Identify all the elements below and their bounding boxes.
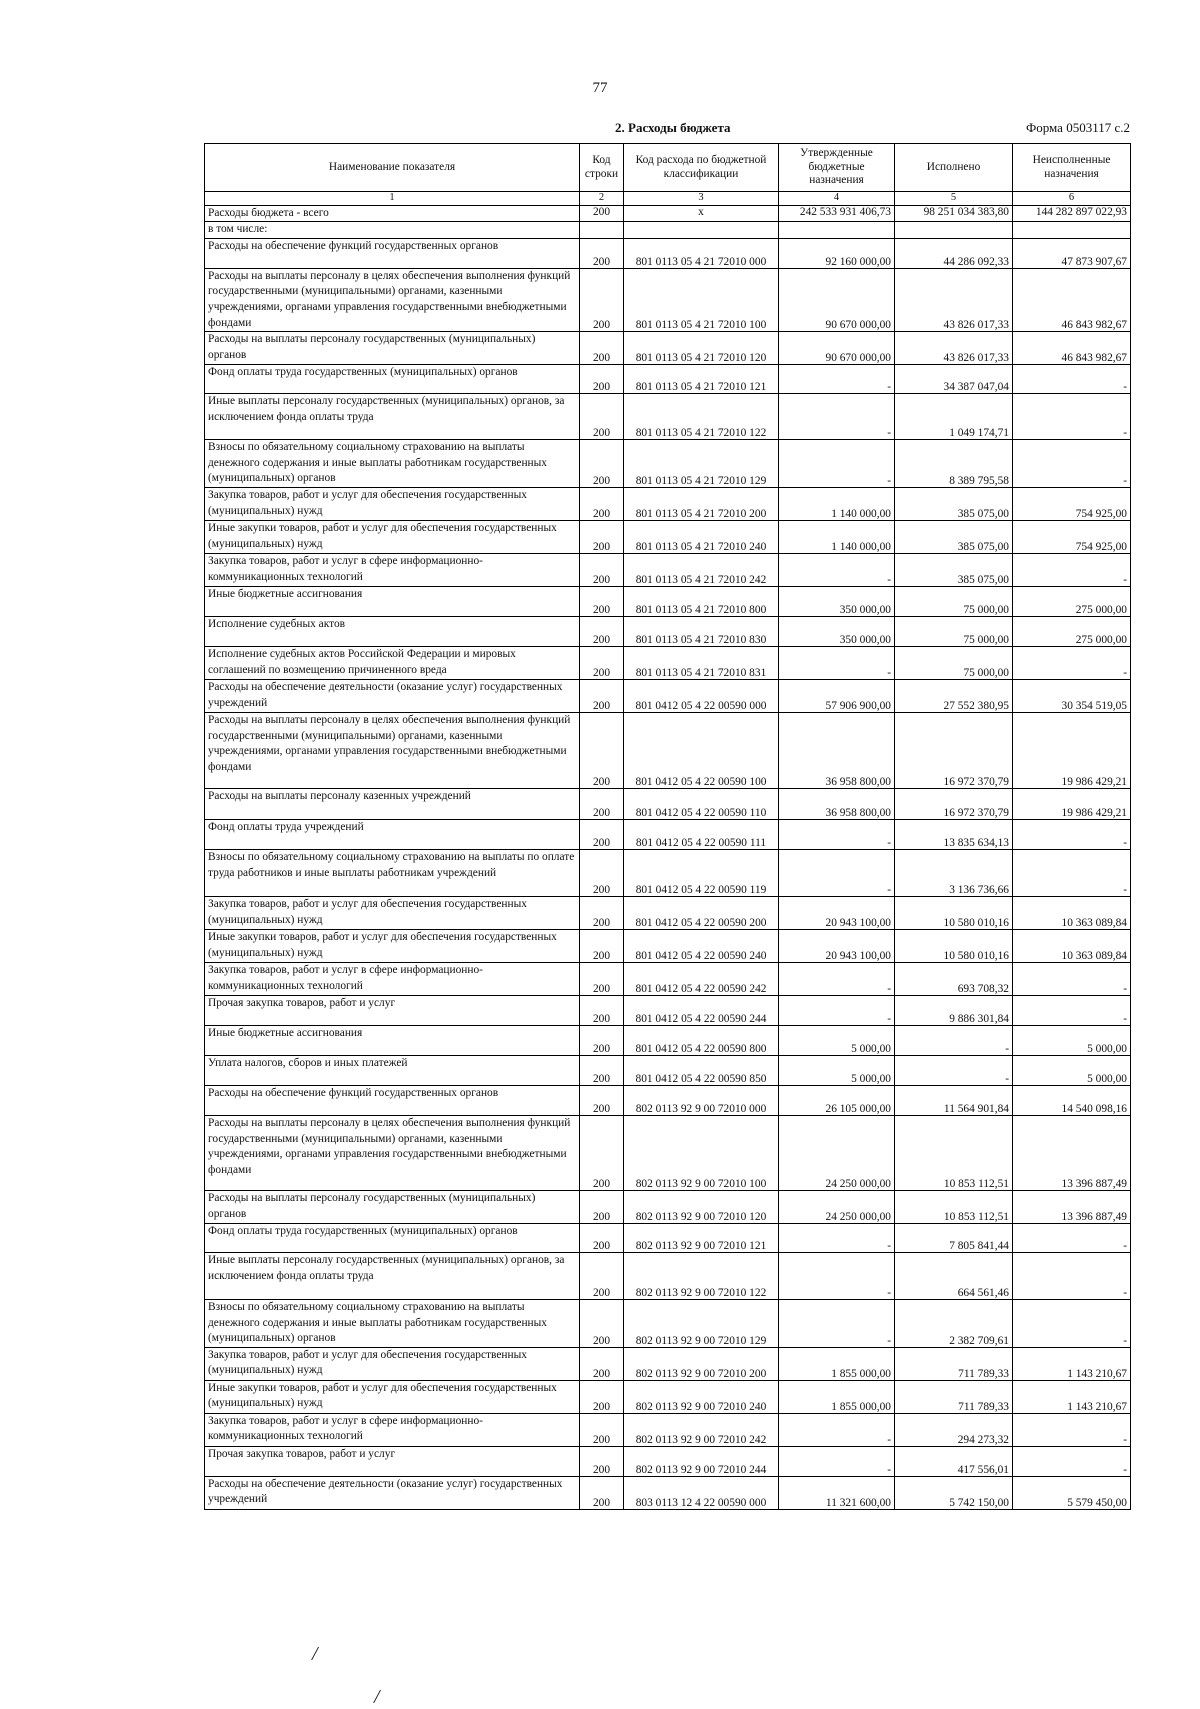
cell-executed: 5 742 150,00 [895, 1476, 1013, 1509]
cell-executed: - [895, 1055, 1013, 1085]
total-code: 200 [580, 205, 624, 222]
cell-code: 200 [580, 1446, 624, 1476]
table-row [205, 1476, 1131, 1509]
table-row [205, 788, 1131, 819]
cell-executed: 10 580 010,16 [895, 896, 1013, 929]
cell-approved: - [779, 995, 895, 1025]
cell-kbk: 802 0113 92 9 00 72010 000 [624, 1085, 779, 1115]
cell-executed: 711 789,33 [895, 1380, 1013, 1413]
cell-approved: 1 140 000,00 [779, 520, 895, 553]
cell-unexecuted: - [1013, 995, 1131, 1025]
cell-kbk: 801 0412 05 4 22 00590 242 [624, 962, 779, 995]
cell-approved: 1 855 000,00 [779, 1380, 895, 1413]
cell-kbk: 801 0412 05 4 22 00590 111 [624, 819, 779, 849]
cell-approved: 24 250 000,00 [779, 1190, 895, 1223]
cell-code: 200 [580, 238, 624, 268]
cell-code: 200 [580, 1380, 624, 1413]
cell-approved: - [779, 394, 895, 440]
cell-executed: 417 556,01 [895, 1446, 1013, 1476]
cell-code: 200 [580, 268, 624, 331]
cell-unexecuted: 46 843 982,67 [1013, 332, 1131, 365]
cell-approved: 20 943 100,00 [779, 929, 895, 962]
table-row [205, 616, 1131, 646]
cell-executed: 2 382 709,61 [895, 1299, 1013, 1347]
cell-kbk: 802 0113 92 9 00 72010 240 [624, 1380, 779, 1413]
form-code: Форма 0503117 с.2 [1025, 120, 1130, 135]
cell-code: 200 [580, 896, 624, 929]
table-row [205, 849, 1131, 896]
cell-kbk: 801 0113 05 4 21 72010 000 [624, 238, 779, 268]
cell-kbk: 801 0412 05 4 22 00590 100 [624, 712, 779, 788]
page-number: 77 [592, 80, 608, 96]
cell-code: 200 [580, 679, 624, 712]
cell-code: 200 [580, 1115, 624, 1190]
cell-unexecuted: - [1013, 849, 1131, 896]
pen-mark: / [374, 1686, 380, 1708]
cell-executed: 385 075,00 [895, 553, 1013, 586]
cell-name: Уплата налогов, сборов и иных платежей [205, 1055, 580, 1085]
cell-approved: - [779, 553, 895, 586]
cell-executed: 16 972 370,79 [895, 788, 1013, 819]
column-number: 1 [205, 192, 580, 206]
cell-executed: 27 552 380,95 [895, 679, 1013, 712]
cell-name: Расходы на выплаты персоналу в целях обеспечения выполнения функций государственными (муниципальными) органами, казенными учреждениями, органами управления государственными внебюджетными фондами [205, 712, 580, 788]
table-row [205, 712, 1131, 788]
table-row [205, 268, 1131, 331]
total-row [205, 205, 1131, 222]
cell-kbk: 801 0113 05 4 21 72010 129 [624, 440, 779, 488]
table-row [205, 586, 1131, 616]
cell-executed: 9 886 301,84 [895, 995, 1013, 1025]
cell-executed: 75 000,00 [895, 586, 1013, 616]
cell-code: 200 [580, 616, 624, 646]
cell-name: Закупка товаров, работ и услуг в сфере информационно-коммуникационных технологий [205, 1413, 580, 1446]
cell-unexecuted: - [1013, 962, 1131, 995]
cell-name: Иные бюджетные ассигнования [205, 586, 580, 616]
cell-name: Расходы на обеспечение функций государственных органов [205, 238, 580, 268]
cell-name: Закупка товаров, работ и услуг для обеспечения государственных (муниципальных) нужд [205, 487, 580, 520]
cell-name: Расходы на обеспечение функций государственных органов [205, 1085, 580, 1115]
section-title: 2. Расходы бюджета [615, 120, 731, 135]
total-kbk: x [624, 205, 779, 222]
cell-kbk: 801 0412 05 4 22 00590 200 [624, 896, 779, 929]
cell-approved: - [779, 440, 895, 488]
column-header-unexecuted: Неисполненные назначения [1013, 144, 1131, 192]
cell-unexecuted: 47 873 907,67 [1013, 238, 1131, 268]
cell-code: 200 [580, 520, 624, 553]
table-row [205, 1446, 1131, 1476]
total-unexecuted: 144 282 897 022,93 [1013, 205, 1131, 222]
cell-kbk: 801 0113 05 4 21 72010 240 [624, 520, 779, 553]
table-row [205, 487, 1131, 520]
column-number: 2 [580, 192, 624, 206]
cell-name: Расходы на выплаты персоналу в целях обеспечения выполнения функций государственными (муниципальными) органами, казенными учреждениями, органами управления государственными внебюджетными фондами [205, 1115, 580, 1190]
cell-name: Расходы на выплаты персоналу казенных учреждений [205, 788, 580, 819]
cell-name: Закупка товаров, работ и услуг в сфере информационно-коммуникационных технологий [205, 553, 580, 586]
table-row [205, 1223, 1131, 1252]
cell-kbk: 802 0113 92 9 00 72010 100 [624, 1115, 779, 1190]
column-header-kbk: Код расхода по бюджетной классификации [624, 144, 779, 192]
cell-executed: 385 075,00 [895, 520, 1013, 553]
column-number: 4 [779, 192, 895, 206]
cell-approved: 1 140 000,00 [779, 487, 895, 520]
cell-executed: 13 835 634,13 [895, 819, 1013, 849]
cell-unexecuted: - [1013, 394, 1131, 440]
cell-unexecuted: 275 000,00 [1013, 586, 1131, 616]
cell-approved: - [779, 819, 895, 849]
cell-executed: - [895, 1025, 1013, 1055]
cell-name: Фонд оплаты труда учреждений [205, 819, 580, 849]
cell-name: Иные выплаты персоналу государственных (муниципальных) органов, за исключением фонда оплаты труда [205, 394, 580, 440]
subheading: в том числе: [205, 222, 580, 239]
cell-executed: 75 000,00 [895, 646, 1013, 679]
cell-executed: 44 286 092,33 [895, 238, 1013, 268]
cell-name: Расходы на обеспечение деятельности (оказание услуг) государственных учреждений [205, 1476, 580, 1509]
cell-name: Исполнение судебных актов [205, 616, 580, 646]
cell-approved: - [779, 365, 895, 394]
cell-unexecuted: - [1013, 365, 1131, 394]
cell-unexecuted: 5 000,00 [1013, 1055, 1131, 1085]
cell-code: 200 [580, 849, 624, 896]
column-number: 5 [895, 192, 1013, 206]
cell-approved: 26 105 000,00 [779, 1085, 895, 1115]
cell-executed: 1 049 174,71 [895, 394, 1013, 440]
cell-approved: 11 321 600,00 [779, 1476, 895, 1509]
cell-unexecuted: 19 986 429,21 [1013, 788, 1131, 819]
column-header-code: Код строки [580, 144, 624, 192]
cell-name: Фонд оплаты труда государственных (муниципальных) органов [205, 1223, 580, 1252]
table-row [205, 1190, 1131, 1223]
cell-name: Прочая закупка товаров, работ и услуг [205, 995, 580, 1025]
cell-approved: - [779, 1223, 895, 1252]
cell-code: 200 [580, 962, 624, 995]
cell-unexecuted: - [1013, 440, 1131, 488]
cell-kbk: 801 0113 05 4 21 72010 242 [624, 553, 779, 586]
cell-approved: 5 000,00 [779, 1025, 895, 1055]
cell-approved: 1 855 000,00 [779, 1347, 895, 1380]
table-row [205, 1085, 1131, 1115]
cell-unexecuted: - [1013, 1446, 1131, 1476]
cell-kbk: 802 0113 92 9 00 72010 200 [624, 1347, 779, 1380]
cell-code: 200 [580, 1085, 624, 1115]
cell-approved: 57 906 900,00 [779, 679, 895, 712]
cell-kbk: 801 0113 05 4 21 72010 830 [624, 616, 779, 646]
cell-executed: 75 000,00 [895, 616, 1013, 646]
cell-name: Расходы на выплаты персоналу государственных (муниципальных) органов [205, 332, 580, 365]
cell-name: Закупка товаров, работ и услуг для обеспечения государственных (муниципальных) нужд [205, 896, 580, 929]
column-header-executed: Исполнено [895, 144, 1013, 192]
table-row [205, 332, 1131, 365]
cell-approved: 350 000,00 [779, 586, 895, 616]
cell-kbk: 801 0113 05 4 21 72010 121 [624, 365, 779, 394]
cell-code: 200 [580, 487, 624, 520]
cell-unexecuted: 754 925,00 [1013, 487, 1131, 520]
cell-approved: - [779, 1299, 895, 1347]
cell-name: Иные закупки товаров, работ и услуг для обеспечения государственных (муниципальных) нужд [205, 1380, 580, 1413]
cell-executed: 43 826 017,33 [895, 332, 1013, 365]
cell-approved: 90 670 000,00 [779, 332, 895, 365]
table-row [205, 1380, 1131, 1413]
cell-unexecuted: - [1013, 553, 1131, 586]
cell-kbk: 801 0113 05 4 21 72010 122 [624, 394, 779, 440]
cell-unexecuted: 1 143 210,67 [1013, 1380, 1131, 1413]
cell-executed: 10 853 112,51 [895, 1190, 1013, 1223]
cell-kbk: 801 0113 05 4 21 72010 100 [624, 268, 779, 331]
cell-kbk: 801 0113 05 4 21 72010 800 [624, 586, 779, 616]
cell-code: 200 [580, 440, 624, 488]
cell-code: 200 [580, 586, 624, 616]
cell-approved: - [779, 849, 895, 896]
cell-code: 200 [580, 1223, 624, 1252]
table-header-row [205, 144, 1131, 192]
cell-approved: 90 670 000,00 [779, 268, 895, 331]
table-row [205, 365, 1131, 394]
table-row [205, 896, 1131, 929]
cell-approved: 36 958 800,00 [779, 788, 895, 819]
cell-name: Расходы на выплаты персоналу в целях обеспечения выполнения функций государственными (муниципальными) органами, казенными учреждениями, органами управления государственными внебюджетными фондами [205, 268, 580, 331]
cell-code: 200 [580, 1190, 624, 1223]
cell-unexecuted: - [1013, 1299, 1131, 1347]
cell-approved: 350 000,00 [779, 616, 895, 646]
cell-approved: - [779, 1413, 895, 1446]
cell-kbk: 802 0113 92 9 00 72010 121 [624, 1223, 779, 1252]
table-row [205, 995, 1131, 1025]
cell-unexecuted: 19 986 429,21 [1013, 712, 1131, 788]
cell-executed: 34 387 047,04 [895, 365, 1013, 394]
cell-code: 200 [580, 1025, 624, 1055]
table-row [205, 553, 1131, 586]
cell-code: 200 [580, 1252, 624, 1299]
table-row [205, 1299, 1131, 1347]
cell-executed: 16 972 370,79 [895, 712, 1013, 788]
cell-approved: - [779, 962, 895, 995]
cell-name: Фонд оплаты труда государственных (муниципальных) органов [205, 365, 580, 394]
cell-unexecuted: - [1013, 1413, 1131, 1446]
cell-code: 200 [580, 929, 624, 962]
cell-name: Прочая закупка товаров, работ и услуг [205, 1446, 580, 1476]
column-header-approved: Утвержденные бюджетные назначения [779, 144, 895, 192]
table-row [205, 679, 1131, 712]
cell-unexecuted: 13 396 887,49 [1013, 1190, 1131, 1223]
cell-code: 200 [580, 646, 624, 679]
cell-name: Исполнение судебных актов Российской Федерации и мировых соглашений по возмещению причиненного вреда [205, 646, 580, 679]
cell-name: Взносы по обязательному социальному страхованию на выплаты денежного содержания и иные выплаты работникам государственных (муниципальных) органов [205, 1299, 580, 1347]
cell-kbk: 801 0412 05 4 22 00590 110 [624, 788, 779, 819]
cell-name: Иные закупки товаров, работ и услуг для обеспечения государственных (муниципальных) нужд [205, 520, 580, 553]
table-row [205, 1025, 1131, 1055]
cell-name: Закупка товаров, работ и услуг для обеспечения государственных (муниципальных) нужд [205, 1347, 580, 1380]
cell-executed: 10 580 010,16 [895, 929, 1013, 962]
cell-executed: 10 853 112,51 [895, 1115, 1013, 1190]
cell-executed: 711 789,33 [895, 1347, 1013, 1380]
cell-executed: 8 389 795,58 [895, 440, 1013, 488]
cell-kbk: 801 0412 05 4 22 00590 119 [624, 849, 779, 896]
cell-executed: 3 136 736,66 [895, 849, 1013, 896]
cell-kbk: 803 0113 12 4 22 00590 000 [624, 1476, 779, 1509]
cell-code: 200 [580, 1476, 624, 1509]
cell-code: 200 [580, 1299, 624, 1347]
total-name: Расходы бюджета - всего [205, 205, 580, 222]
cell-name: Иные выплаты персоналу государственных (муниципальных) органов, за исключением фонда оплаты труда [205, 1252, 580, 1299]
cell-kbk: 801 0412 05 4 22 00590 850 [624, 1055, 779, 1085]
pen-mark: / [312, 1643, 318, 1665]
cell-name: Иные бюджетные ассигнования [205, 1025, 580, 1055]
cell-unexecuted: 754 925,00 [1013, 520, 1131, 553]
table-row [205, 1055, 1131, 1085]
cell-code: 200 [580, 712, 624, 788]
cell-unexecuted: 275 000,00 [1013, 616, 1131, 646]
cell-unexecuted: 5 000,00 [1013, 1025, 1131, 1055]
cell-code: 200 [580, 1413, 624, 1446]
cell-name: Взносы по обязательному социальному страхованию на выплаты по оплате труда работников и иные выплаты работникам учреждений [205, 849, 580, 896]
cell-approved: - [779, 1252, 895, 1299]
table-row [205, 520, 1131, 553]
cell-approved: - [779, 646, 895, 679]
column-number-row [205, 192, 1131, 206]
cell-approved: 24 250 000,00 [779, 1115, 895, 1190]
cell-unexecuted: 10 363 089,84 [1013, 896, 1131, 929]
column-number: 3 [624, 192, 779, 206]
cell-kbk: 802 0113 92 9 00 72010 120 [624, 1190, 779, 1223]
expenses-table [204, 143, 1131, 1510]
cell-unexecuted: 46 843 982,67 [1013, 268, 1131, 331]
cell-executed: 43 826 017,33 [895, 268, 1013, 331]
table-row [205, 440, 1131, 488]
subheading-row [205, 222, 1131, 239]
cell-kbk: 802 0113 92 9 00 72010 129 [624, 1299, 779, 1347]
cell-kbk: 802 0113 92 9 00 72010 244 [624, 1446, 779, 1476]
cell-approved: 36 958 800,00 [779, 712, 895, 788]
cell-unexecuted: 5 579 450,00 [1013, 1476, 1131, 1509]
cell-unexecuted: 14 540 098,16 [1013, 1085, 1131, 1115]
cell-kbk: 801 0113 05 4 21 72010 120 [624, 332, 779, 365]
column-number: 6 [1013, 192, 1131, 206]
cell-approved: 5 000,00 [779, 1055, 895, 1085]
table-row [205, 929, 1131, 962]
table-row [205, 238, 1131, 268]
cell-kbk: 802 0113 92 9 00 72010 122 [624, 1252, 779, 1299]
table-row [205, 1347, 1131, 1380]
cell-executed: 693 708,32 [895, 962, 1013, 995]
cell-code: 200 [580, 995, 624, 1025]
cell-unexecuted: - [1013, 646, 1131, 679]
cell-code: 200 [580, 332, 624, 365]
cell-code: 200 [580, 553, 624, 586]
cell-approved: - [779, 1446, 895, 1476]
cell-unexecuted: 30 354 519,05 [1013, 679, 1131, 712]
total-approved: 242 533 931 406,73 [779, 205, 895, 222]
table-row [205, 819, 1131, 849]
column-header-name: Наименование показателя [205, 144, 580, 192]
table-row [205, 962, 1131, 995]
cell-executed: 664 561,46 [895, 1252, 1013, 1299]
cell-kbk: 801 0113 05 4 21 72010 831 [624, 646, 779, 679]
cell-code: 200 [580, 788, 624, 819]
cell-code: 200 [580, 394, 624, 440]
cell-name: Иные закупки товаров, работ и услуг для обеспечения государственных (муниципальных) нужд [205, 929, 580, 962]
cell-kbk: 801 0113 05 4 21 72010 200 [624, 487, 779, 520]
cell-code: 200 [580, 1347, 624, 1380]
cell-kbk: 802 0113 92 9 00 72010 242 [624, 1413, 779, 1446]
table-row [205, 1252, 1131, 1299]
cell-code: 200 [580, 1055, 624, 1085]
cell-approved: 20 943 100,00 [779, 896, 895, 929]
total-executed: 98 251 034 383,80 [895, 205, 1013, 222]
table-row [205, 1413, 1131, 1446]
cell-kbk: 801 0412 05 4 22 00590 244 [624, 995, 779, 1025]
cell-name: Расходы на выплаты персоналу государственных (муниципальных) органов [205, 1190, 580, 1223]
cell-executed: 385 075,00 [895, 487, 1013, 520]
table-row [205, 394, 1131, 440]
cell-code: 200 [580, 819, 624, 849]
table-row [205, 646, 1131, 679]
cell-kbk: 801 0412 05 4 22 00590 240 [624, 929, 779, 962]
cell-kbk: 801 0412 05 4 22 00590 800 [624, 1025, 779, 1055]
cell-executed: 294 273,32 [895, 1413, 1013, 1446]
cell-unexecuted: 10 363 089,84 [1013, 929, 1131, 962]
cell-unexecuted: - [1013, 819, 1131, 849]
cell-executed: 7 805 841,44 [895, 1223, 1013, 1252]
cell-unexecuted: - [1013, 1252, 1131, 1299]
cell-unexecuted: 1 143 210,67 [1013, 1347, 1131, 1380]
cell-unexecuted: - [1013, 1223, 1131, 1252]
cell-kbk: 801 0412 05 4 22 00590 000 [624, 679, 779, 712]
cell-name: Закупка товаров, работ и услуг в сфере информационно-коммуникационных технологий [205, 962, 580, 995]
cell-approved: 92 160 000,00 [779, 238, 895, 268]
cell-code: 200 [580, 365, 624, 394]
cell-unexecuted: 13 396 887,49 [1013, 1115, 1131, 1190]
cell-name: Расходы на обеспечение деятельности (оказание услуг) государственных учреждений [205, 679, 580, 712]
cell-executed: 11 564 901,84 [895, 1085, 1013, 1115]
table-row [205, 1115, 1131, 1190]
cell-name: Взносы по обязательному социальному страхованию на выплаты денежного содержания и иные выплаты работникам государственных (муниципальных) органов [205, 440, 580, 488]
